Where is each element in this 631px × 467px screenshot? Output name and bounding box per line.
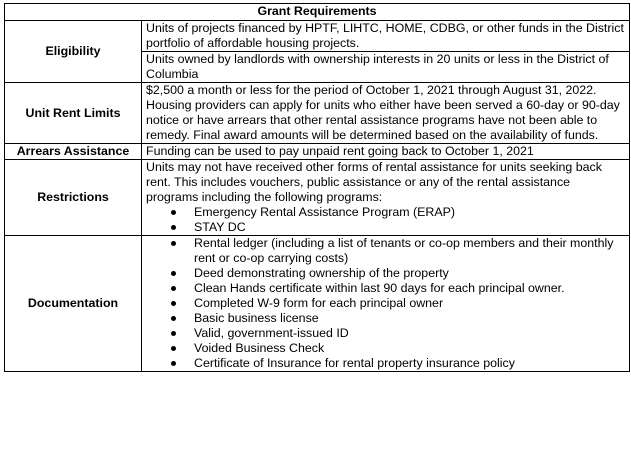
documentation-bullet-list <box>146 236 625 371</box>
restrictions-row <box>5 160 630 236</box>
header-row <box>5 4 630 21</box>
list-item-text: Rental ledger (including a list of tenants or co-op members and their monthly rent or co-op carrying costs) <box>194 236 614 265</box>
bullet-icon <box>171 210 176 215</box>
documentation-cell <box>142 236 630 372</box>
documentation-label: Documentation <box>5 236 142 372</box>
rent-limits-row <box>5 83 630 144</box>
bullet-icon <box>171 331 176 336</box>
list-item-text: STAY DC <box>194 220 246 234</box>
list-item-text: Valid, government-issued ID <box>194 326 349 340</box>
documentation-row <box>5 236 630 372</box>
bullet-icon <box>171 316 176 321</box>
list-item <box>146 296 625 311</box>
restrictions-text: Units may not have received other forms of rental assistance for units seeking back rent. This includes vouchers, public assistance or any of the rental assistance programs including the following programs: <box>146 160 602 204</box>
eligibility-row <box>5 21 630 52</box>
list-item-text: Clean Hands certificate within last 90 days for each principal owner. <box>194 281 565 295</box>
restrictions-bullet-list <box>146 205 625 235</box>
list-item <box>146 311 625 326</box>
list-item <box>146 341 625 356</box>
restrictions-label: Restrictions <box>5 160 142 236</box>
arrears-row <box>5 144 630 160</box>
grant-requirements-table <box>4 3 630 372</box>
rent-limits-text: $2,500 a month or less for the period of October 1, 2021 through August 31, 2022. Housing providers can apply for units who either have been served a 60-day or 90-day notice or have arrears that other rental assistance programs have not been able to remedy. Final award amounts will be determined based on the availability of funds. <box>142 83 630 144</box>
list-item-text: Voided Business Check <box>194 341 325 355</box>
eligibility-item: Units of projects financed by HPTF, LIHTC, HOME, CDBG, or other funds in the District portfolio of affordable housing projects. <box>142 21 630 52</box>
list-item <box>146 356 625 371</box>
bullet-icon <box>171 271 176 276</box>
rent-limits-label: Unit Rent Limits <box>5 83 142 144</box>
list-item-text: Completed W-9 form for each principal owner <box>194 296 444 310</box>
arrears-label: Arrears Assistance <box>5 144 142 160</box>
bullet-icon <box>171 225 176 230</box>
list-item <box>146 220 625 235</box>
bullet-icon <box>171 301 176 306</box>
list-item-text: Certificate of Insurance for rental property insurance policy <box>194 356 515 370</box>
restrictions-cell <box>142 160 630 236</box>
table-title: Grant Requirements <box>5 4 630 21</box>
arrears-text: Funding can be used to pay unpaid rent going back to October 1, 2021 <box>142 144 630 160</box>
list-item <box>146 326 625 341</box>
bullet-icon <box>171 361 176 366</box>
list-item <box>146 281 625 296</box>
list-item <box>146 205 625 220</box>
list-item <box>146 266 625 281</box>
grant-requirements-document <box>4 3 629 372</box>
bullet-icon <box>171 241 176 246</box>
list-item <box>146 236 625 266</box>
eligibility-item: Units owned by landlords with ownership interests in 20 units or less in the District of Columbia <box>142 52 630 83</box>
list-item-text: Deed demonstrating ownership of the property <box>194 266 449 280</box>
bullet-icon <box>171 346 176 351</box>
eligibility-label: Eligibility <box>5 21 142 83</box>
list-item-text: Emergency Rental Assistance Program (ERAP) <box>194 205 455 219</box>
list-item-text: Basic business license <box>194 311 319 325</box>
bullet-icon <box>171 286 176 291</box>
